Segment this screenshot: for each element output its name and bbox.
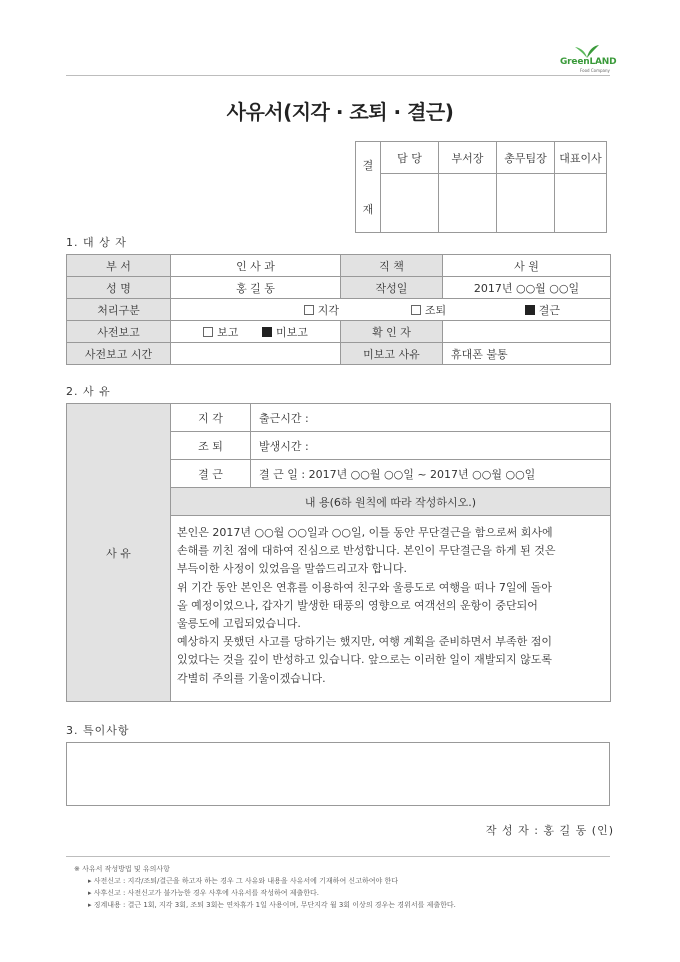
reason-table bbox=[66, 403, 611, 702]
type-option-late[interactable] bbox=[221, 302, 339, 318]
special-notes-box[interactable] bbox=[66, 742, 610, 806]
logo-subtitle: Food Company bbox=[580, 68, 610, 73]
reason-line: 위 기간 동안 본인은 연휴를 이용하여 친구와 울릉도로 여행을 떠나 7일에 돌아 bbox=[177, 580, 552, 594]
prereport-time-value[interactable] bbox=[171, 343, 341, 365]
approval-sign-staff[interactable] bbox=[381, 174, 439, 233]
reported-option-label: 보고 bbox=[217, 325, 239, 339]
document-title: 사유서(지각 · 조퇴 · 결근) bbox=[226, 100, 454, 124]
absent-label: 결 근 bbox=[171, 460, 251, 488]
absent-period-value[interactable]: 결 근 일 : 2017년 ○○월 ○○일 ~ 2017년 ○○월 ○○일 bbox=[251, 460, 611, 488]
approval-table bbox=[355, 141, 607, 233]
position-value[interactable]: 사 원 bbox=[443, 255, 611, 277]
date-value[interactable]: 2017년 ○○월 ○○일 bbox=[443, 277, 611, 299]
early-checkbox[interactable] bbox=[411, 305, 421, 315]
prereport-option-not-reported[interactable] bbox=[262, 326, 308, 339]
reason-content[interactable] bbox=[171, 516, 611, 702]
date-label: 작성일 bbox=[341, 277, 443, 299]
late-time-value[interactable]: 출근시간 : bbox=[251, 404, 611, 432]
confirmer-label: 확 인 자 bbox=[341, 321, 443, 343]
early-option-label: 조퇴 bbox=[424, 303, 447, 317]
early-time-value[interactable]: 발생시간 : bbox=[251, 432, 611, 460]
type-option-absent[interactable] bbox=[462, 302, 560, 318]
guideline-item: ▸ 징계내용 : 결근 1회, 지각 3회, 조퇴 3회는 연차휴가 1일 사용이며, 무단지각 월 3회 이상의 경우는 경위서를 제출한다. bbox=[88, 901, 456, 909]
absent-option-label: 결근 bbox=[538, 303, 560, 317]
reason-text bbox=[171, 516, 610, 688]
approval-sign-manager[interactable] bbox=[439, 174, 497, 233]
nonreport-reason-label: 미보고 사유 bbox=[341, 343, 443, 365]
approval-side-1: 결 bbox=[362, 159, 374, 172]
approval-sign-ceo[interactable] bbox=[555, 174, 607, 233]
reason-line: 올 예정이었으나, 갑자기 발생한 태풍의 영향으로 여객선의 운항이 중단되어 bbox=[177, 598, 538, 612]
header-divider bbox=[66, 75, 610, 76]
late-checkbox[interactable] bbox=[304, 305, 314, 315]
approval-header-staff: 담 당 bbox=[381, 142, 439, 174]
nonreport-reason-value[interactable]: 휴대폰 불통 bbox=[443, 343, 611, 365]
approval-sign-general-affairs[interactable] bbox=[497, 174, 555, 233]
approval-side-2: 재 bbox=[362, 203, 374, 216]
guideline-item: ▸ 사후신고 : 사전신고가 불가능한 경우 사후에 사유서를 작성하여 제출한다. bbox=[88, 889, 319, 897]
reason-line: 울릉도에 고립되었습니다. bbox=[177, 617, 301, 631]
leaf-icon bbox=[574, 44, 600, 58]
prereport-option-reported[interactable] bbox=[203, 326, 238, 339]
reason-line: 부득이한 사정이 있었음을 말씀드리고자 합니다. bbox=[177, 562, 408, 576]
early-label: 조 퇴 bbox=[171, 432, 251, 460]
reported-checkbox[interactable] bbox=[203, 327, 213, 337]
writer-signature: 작 성 자 : 홍 길 동 (인) bbox=[485, 824, 614, 837]
approval-header-ceo: 대표이사 bbox=[555, 142, 607, 174]
reason-line: 본인은 2017년 ○○월 ○○일과 ○○일, 이틀 동안 무단결근을 함으로써 회사에 bbox=[177, 526, 553, 539]
prereport-options bbox=[171, 321, 341, 343]
guidelines-title: ※ 사유서 작성방법 및 유의사항 bbox=[74, 865, 170, 873]
reason-line: 있었다는 것을 깊이 반성하고 있습니다. 앞으로는 이러한 일이 재발되지 않도록 bbox=[177, 653, 552, 667]
dept-label: 부 서 bbox=[67, 255, 171, 277]
late-option-label: 지각 bbox=[317, 303, 339, 317]
not-reported-checkbox[interactable] bbox=[262, 327, 272, 337]
footer-divider bbox=[66, 856, 610, 857]
reason-line: 예상하지 못했던 사고를 당하기는 했지만, 여행 계획을 준비하면서 부족한 점이 bbox=[177, 635, 552, 649]
absent-checkbox[interactable] bbox=[525, 305, 535, 315]
dept-value[interactable]: 인 사 과 bbox=[171, 255, 341, 277]
section2-heading: 2. 사 유 bbox=[66, 385, 111, 398]
type-label: 처리구분 bbox=[67, 299, 171, 321]
approval-side-label bbox=[356, 142, 381, 233]
reason-side-label: 사 유 bbox=[67, 404, 171, 702]
company-logo bbox=[560, 44, 620, 76]
approval-header-general-affairs: 총무팀장 bbox=[497, 142, 555, 174]
prereport-time-label: 사전보고 시간 bbox=[67, 343, 171, 365]
name-value[interactable]: 홍 길 동 bbox=[171, 277, 341, 299]
reason-line: 각별히 주의를 기울이겠습니다. bbox=[177, 671, 326, 685]
guidelines bbox=[74, 863, 456, 911]
content-header: 내 용(6하 원칙에 따라 작성하시오.) bbox=[171, 488, 611, 516]
logo-name: GreenLAND bbox=[560, 57, 617, 67]
name-label: 성 명 bbox=[67, 277, 171, 299]
target-table bbox=[66, 254, 611, 365]
section3-heading: 3. 특이사항 bbox=[66, 724, 130, 737]
approval-header-manager: 부서장 bbox=[439, 142, 497, 174]
type-option-early[interactable] bbox=[399, 302, 459, 318]
reason-line: 손해를 끼친 점에 대하여 진심으로 반성합니다. 본인이 무단결근을 하게 된 것은 bbox=[177, 544, 556, 558]
guideline-item: ▸ 사전신고 : 지각/조퇴/결근을 하고자 하는 경우 그 사유와 내용을 사유서에 기재하여 신고하여야 한다 bbox=[88, 877, 398, 885]
confirmer-value[interactable] bbox=[443, 321, 611, 343]
position-label: 직 책 bbox=[341, 255, 443, 277]
type-options bbox=[171, 299, 611, 321]
late-label: 지 각 bbox=[171, 404, 251, 432]
prereport-label: 사전보고 bbox=[67, 321, 171, 343]
not-reported-option-label: 미보고 bbox=[275, 325, 308, 339]
section1-heading: 1. 대 상 자 bbox=[66, 236, 127, 249]
